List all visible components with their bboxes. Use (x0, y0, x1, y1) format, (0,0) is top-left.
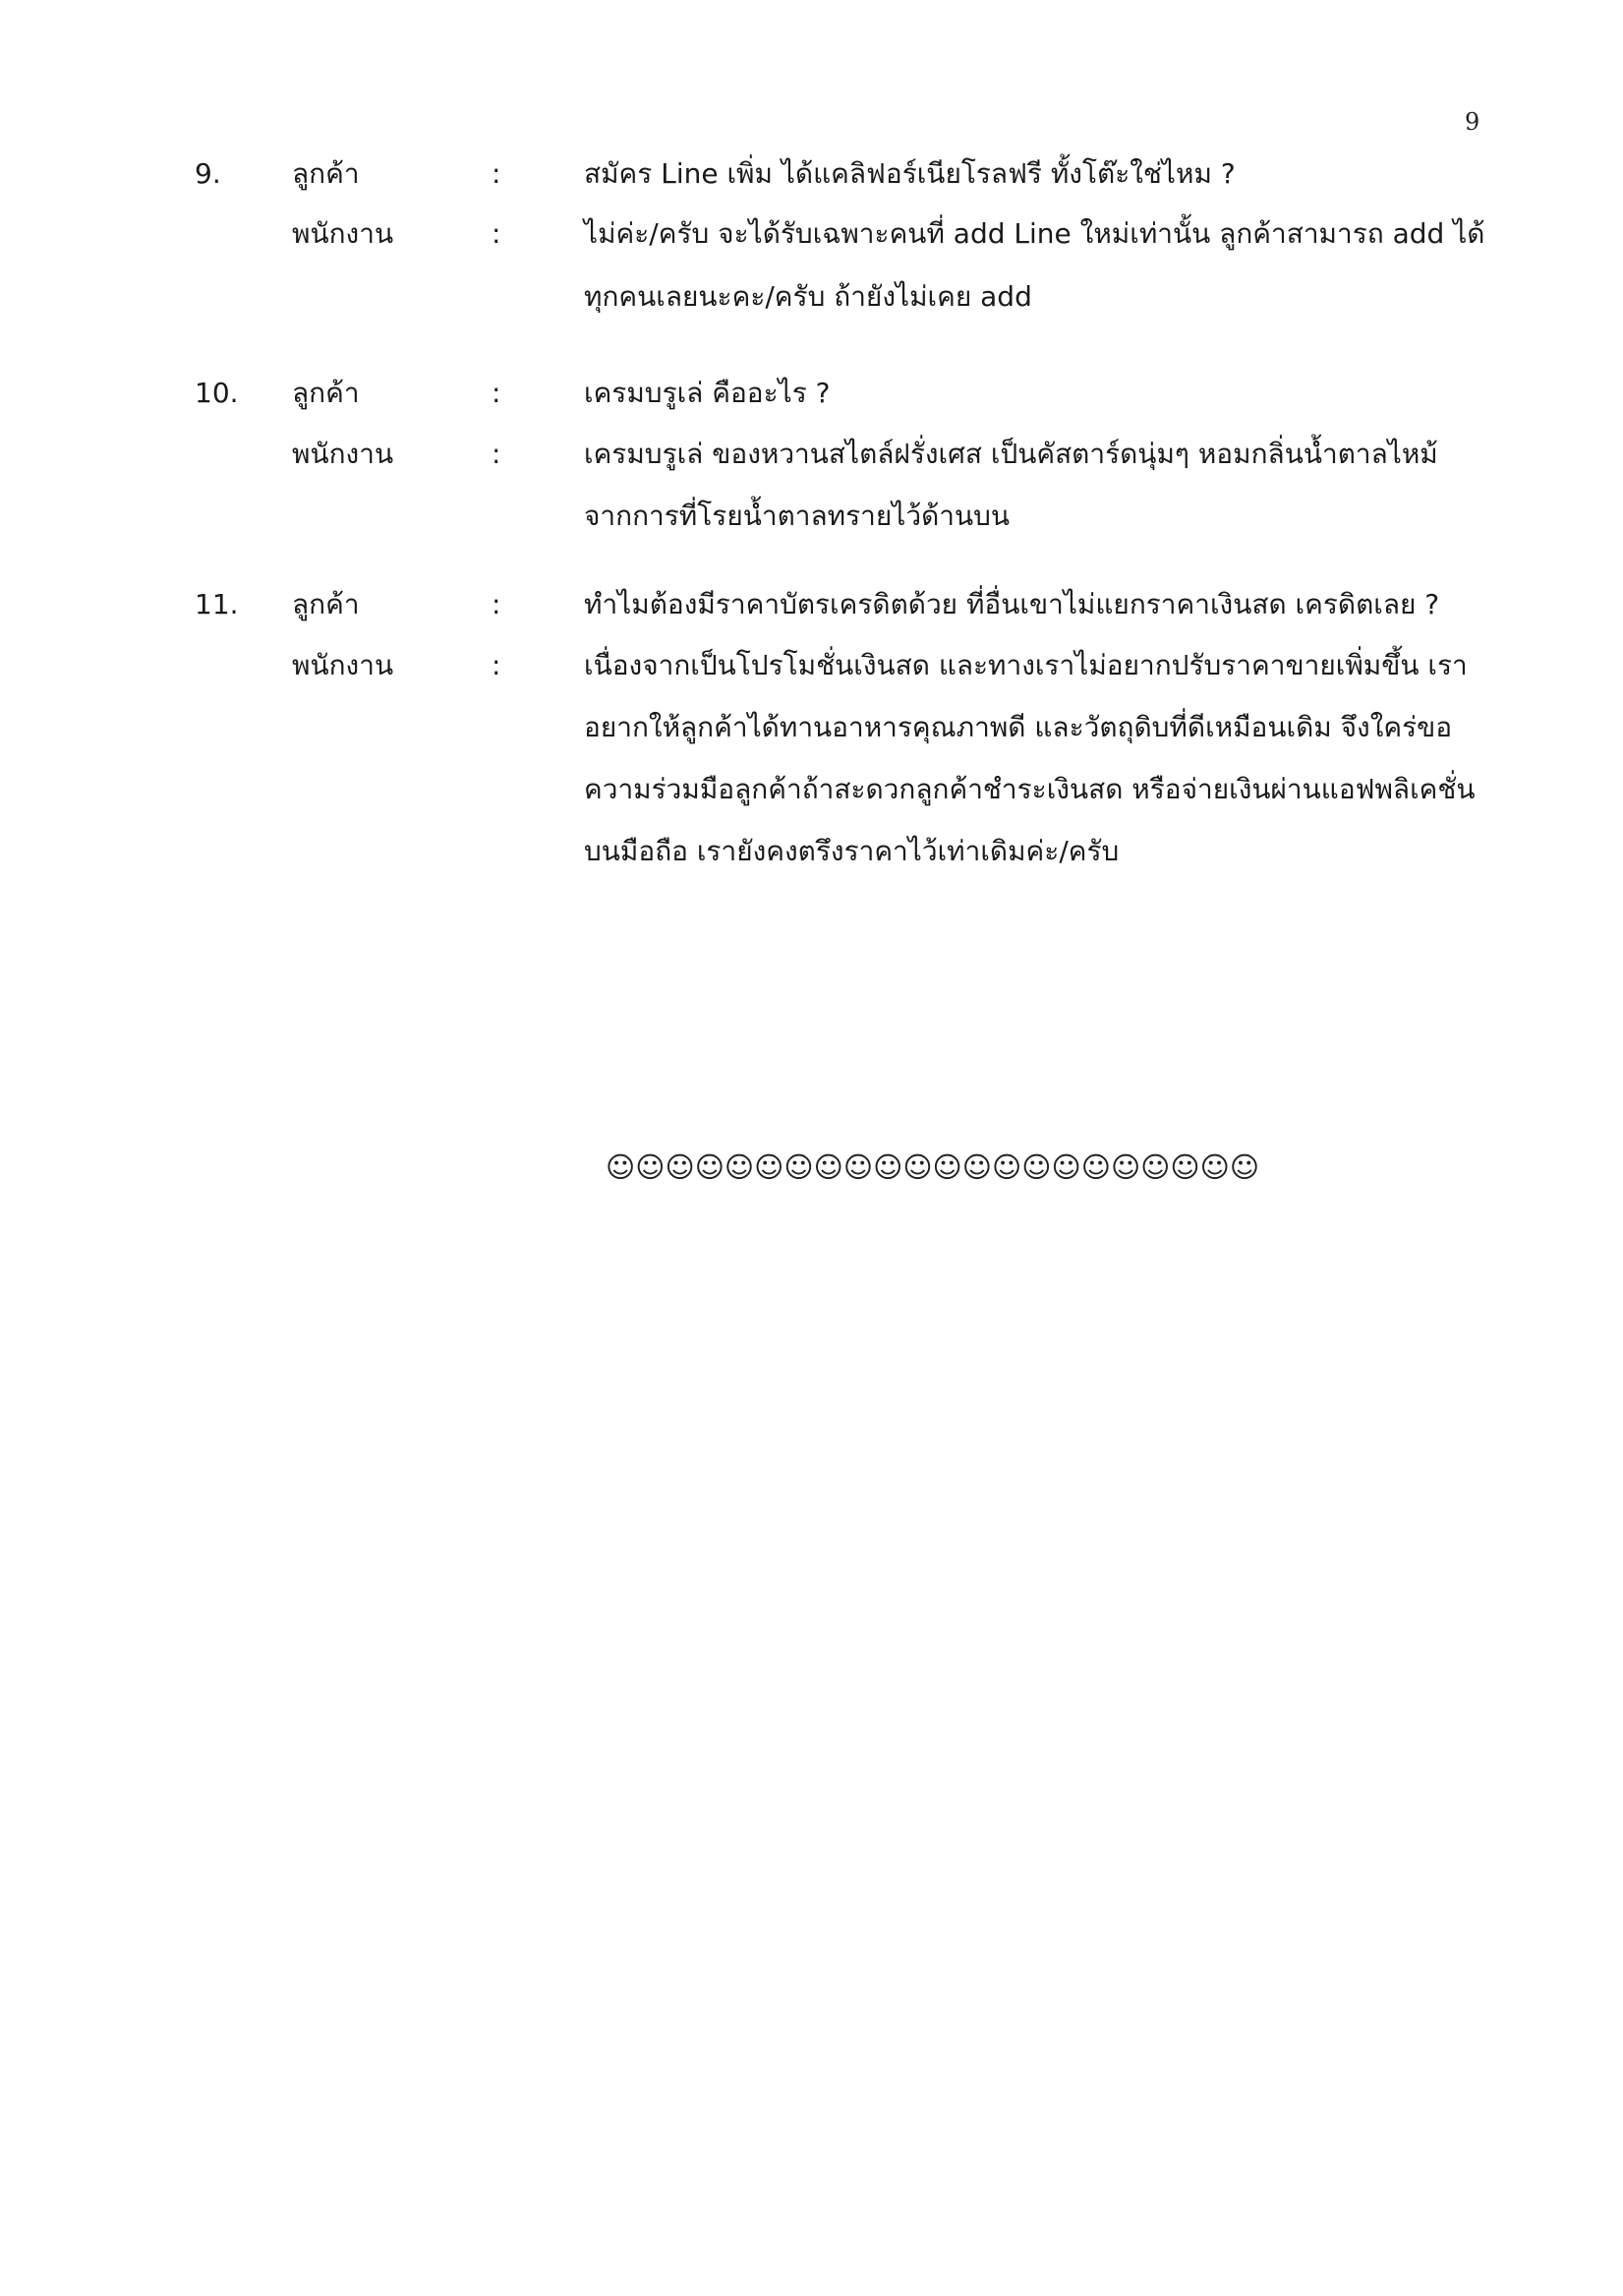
answer-text: ความร่วมมือลูกค้าถ้าสะดวกลูกค้าชำระเงินสด หรือจ่ายเงินผ่านแอฟพลิเคชั่น (584, 773, 1476, 805)
answer-line (0, 708, 1623, 747)
item-number: 9. (195, 157, 221, 190)
answer-text: บนมือถือ เรายังคงตรึงราคาไว้เท่าเดิมค่ะ/ครับ (584, 835, 1120, 867)
answer-text: ทุกคนเลยนะคะ/ครับ ถ้ายังไม่เคย add (584, 280, 1032, 313)
answer-text: เนื่องจากเป็นโปรโมชั่นเงินสด และทางเราไม่อยากปรับราคาขายเพิ่มขึ้น เรา (584, 649, 1468, 681)
colon: : (492, 438, 501, 470)
colon: : (492, 649, 501, 681)
staff-label: พนักงาน (292, 217, 394, 250)
item-number: 11. (195, 588, 239, 620)
item-number: 10. (195, 377, 239, 409)
customer-label: ลูกค้า (292, 588, 360, 620)
question-text: สมัคร Line เพิ่ม ได้แคลิฟอร์เนียโรลฟรี ทั้งโต๊ะใช่ไหม ? (584, 157, 1236, 190)
answer-line (0, 214, 1623, 254)
staff-label: พนักงาน (292, 438, 394, 470)
colon: : (492, 157, 501, 190)
colon: : (492, 588, 501, 620)
answer-text: เครมบรูเล่ ของหวานสไตล์ฝรั่งเศส เป็นคัสตาร์ดนุ่มๆ หอมกลิ่นน้ำตาลไหม้ (584, 438, 1438, 470)
customer-label: ลูกค้า (292, 157, 360, 190)
customer-label: ลูกค้า (292, 377, 360, 409)
colon: : (492, 377, 501, 409)
answer-line (0, 497, 1623, 536)
colon: : (492, 217, 501, 250)
question-line (0, 154, 1623, 194)
question-text: เครมบรูเล่ คืออะไร ? (584, 377, 831, 409)
question-line (0, 585, 1623, 624)
answer-text: ไม่ค่ะ/ครับ จะได้รับเฉพาะคนที่ add Line ใหม่เท่านั้น ลูกค้าสามารถ add ได้ (584, 217, 1485, 250)
question-line (0, 374, 1623, 413)
answer-line (0, 770, 1623, 809)
answer-line (0, 646, 1623, 685)
answer-text: จากการที่โรยน้ำตาลทรายไว้ด้านบน (584, 500, 1011, 532)
answer-line (0, 277, 1623, 317)
page-number: 9 (1465, 108, 1480, 136)
question-text: ทำไมต้องมีราคาบัตรเครดิตด้วย ที่อื่นเขาไม่แยกราคาเงินสด เครดิตเลย ? (584, 588, 1440, 620)
answer-line (0, 832, 1623, 871)
smiley-divider: ☺☺☺☺☺☺☺☺☺☺☺☺☺☺☺☺☺☺☺☺☺☺ (606, 1150, 1260, 1184)
staff-label: พนักงาน (292, 649, 394, 681)
answer-line (0, 435, 1623, 474)
answer-text: อยากให้ลูกค้าได้ทานอาหารคุณภาพดี และวัตถุดิบที่ดีเหมือนเดิม จึงใคร่ขอ (584, 711, 1453, 743)
